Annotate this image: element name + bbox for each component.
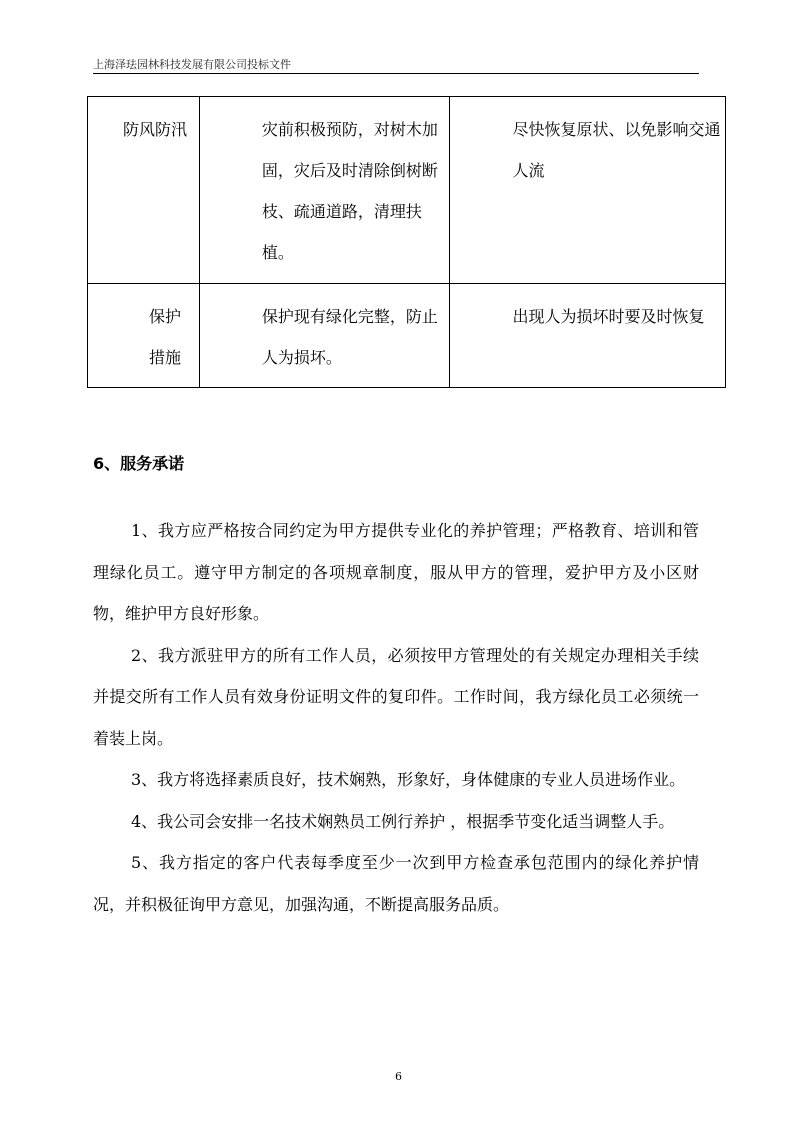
page-number: 6 [395,1070,402,1083]
table-cell-item: 保护措施 [88,284,200,388]
table-cell-requirement: 尽快恢复原状、以免影响交通人流 [450,97,726,284]
section-heading: 6、服务承诺 [93,454,185,473]
table-row [88,284,726,388]
table-row [88,97,726,284]
table-cell-requirement: 出现人为损坏时要及时恢复 [450,284,726,388]
paragraph-2: 2、我方派驻甲方的所有工作人员，必须按甲方管理处的有关规定办理相关手续并提交所有工作人员有效身份证明文件的复印件。工作时间，我方绿化员工必须统一着装上岗。 [93,645,699,748]
header-divider [93,73,699,74]
paragraph-3: 3、我方将选择素质良好，技术娴熟，形象好，身体健康的专业人员进场作业。 [131,770,686,789]
paragraph-1: 1、我方应严格按合同约定为甲方提供专业化的养护管理；严格教育、培训和管理绿化员工。遵守甲方制定的各项规章制度，服从甲方的管理，爱护甲方及小区财物，维护甲方良好形象。 [93,521,699,623]
paragraph-5: 5、我方指定的客户代表每季度至少一次到甲方检查承包范围内的绿化养护情况，并积极征询甲方意见，加强沟通，不断提高服务品质。 [93,853,699,914]
table-cell-content: 灾前积极预防，对树木加固，灾后及时清除倒树断枝、疏通道路，清理扶植。 [199,97,450,284]
section-body [93,510,699,925]
table-cell-content: 保护现有绿化完整，防止人为损坏。 [199,284,450,388]
document-header: 上海泽珐园林科技发展有限公司投标文件 [93,58,291,71]
table-cell-item: 防风防汛 [88,97,200,284]
paragraph-4: 4、我公司会安排一名技术娴熟员工例行养护 ，根据季节变化适当调整人手。 [131,811,675,831]
maintenance-table [87,96,726,388]
